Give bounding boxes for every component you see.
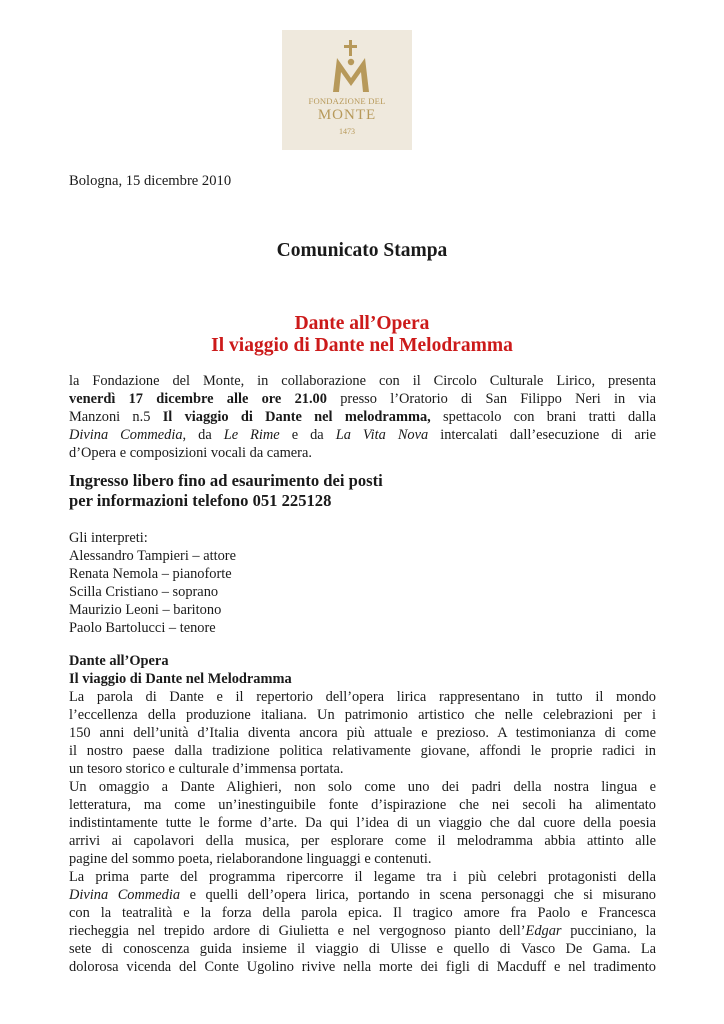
performer-item: Renata Nemola – pianoforte — [69, 566, 232, 582]
article-line: Divina Commedia e quelli dell’opera lirica, portando in scena personaggi che si misurano — [69, 887, 656, 903]
performer-item: Maurizio Leoni – baritono — [69, 602, 222, 618]
article-line: 150 anni dell’unità d’Italia diventa ancora più attuale e prezioso. A testimonianza di come — [69, 725, 656, 741]
article-line: un tesoro storico e culturale d’immensa portata. — [69, 761, 344, 777]
document-heading: Comunicato Stampa — [276, 240, 448, 261]
article-subtitle: Il viaggio di Dante nel Melodramma — [69, 671, 292, 687]
fondazione-logo — [282, 30, 412, 150]
article-line: pagine del sommo poeta, rielaborandone linguaggi e contenuti. — [69, 851, 432, 867]
article-line: dolorosa vicenda del Conte Ugolino rivive nella morte dei figli di Macduff e nel tradimento — [69, 959, 656, 975]
article-line: La parola di Dante e il repertorio dell’opera lirica rappresentano in tutto il mondo — [69, 689, 656, 705]
article-line: letteratura, ma come un’inestinguibile fonte d’ispirazione che nei secoli ha alimentato — [69, 797, 656, 813]
article-line: con la teatralità e la forza della parola epica. Il tragico amore fra Paolo e Francesca — [69, 905, 656, 921]
article-line: l’eccellenza della produzione italiana. Un patrimonio artistico che nelle celebrazioni per i — [69, 707, 656, 723]
performer-item: Paolo Bartolucci – tenore — [69, 620, 216, 636]
intro-line: d’Opera e composizioni vocali da camera. — [69, 445, 312, 461]
article-line: Un omaggio a Dante Alighieri, non solo come uno dei padri della nostra lingua e — [69, 779, 656, 795]
logo-cross-m-icon — [331, 40, 371, 94]
logo-year: 1473 — [339, 127, 355, 136]
free-entry-notice — [69, 471, 656, 511]
article-line: La prima parte del programma ripercorre il legame tra i più celebri protagonisti della — [69, 869, 656, 885]
logo-text-line2: MONTE — [317, 107, 377, 123]
article-line: arrivi ai capolavori della musica, per esplorare come il melodramma abbia attinto alle — [69, 833, 656, 849]
intro-line: Divina Commedia, da Le Rime e da La Vita Nova intercalati dall’esecuzione di arie — [69, 427, 657, 443]
event-subtitle: Il viaggio di Dante nel Melodramma — [211, 335, 513, 356]
document-date: Bologna, 15 dicembre 2010 — [69, 173, 232, 189]
article-title: Dante all’Opera — [69, 653, 169, 669]
phone-info-line: per informazioni telefono 051 225128 — [69, 491, 332, 510]
performers-label: Gli interpreti: — [69, 530, 148, 546]
intro-line: Manzoni n.5 Il viaggio di Dante nel melodramma, spettacolo con brani tratti dalla — [69, 409, 656, 425]
performer-item: Scilla Cristiano – soprano — [69, 584, 219, 600]
free-entry-line: Ingresso libero fino ad esaurimento dei posti — [69, 471, 383, 490]
article-line: sete di conoscenza guida insieme il viaggio di Ulisse e quello di Vasco De Gama. La — [69, 941, 656, 957]
performers-list — [69, 529, 656, 637]
intro-line: venerdì 17 dicembre alle ore 21.00 presso l’Oratorio di San Filippo Neri in via — [69, 391, 656, 407]
event-title: Dante all’Opera — [294, 313, 430, 334]
logo-text-line1: FONDAZIONE DEL — [308, 96, 386, 106]
article-line: indistintamente tutte le forme d’arte. Da qui l’idea di un viaggio che dal cuore della poesia — [69, 815, 656, 831]
article-line: riecheggia nel trepido ardore di Giulietta e nel vergognoso pianto dell’Edgar pucciniano, la — [69, 923, 656, 939]
intro-line: la Fondazione del Monte, in collaborazione con il Circolo Culturale Lirico, presenta — [69, 373, 656, 389]
intro-paragraph — [69, 372, 656, 462]
performer-item: Alessandro Tampieri – attore — [69, 548, 236, 564]
article-body — [69, 652, 656, 976]
article-line: il nostro paese dalla tradizione politica relativamente giovane, affondi le proprie radici in — [69, 743, 656, 759]
